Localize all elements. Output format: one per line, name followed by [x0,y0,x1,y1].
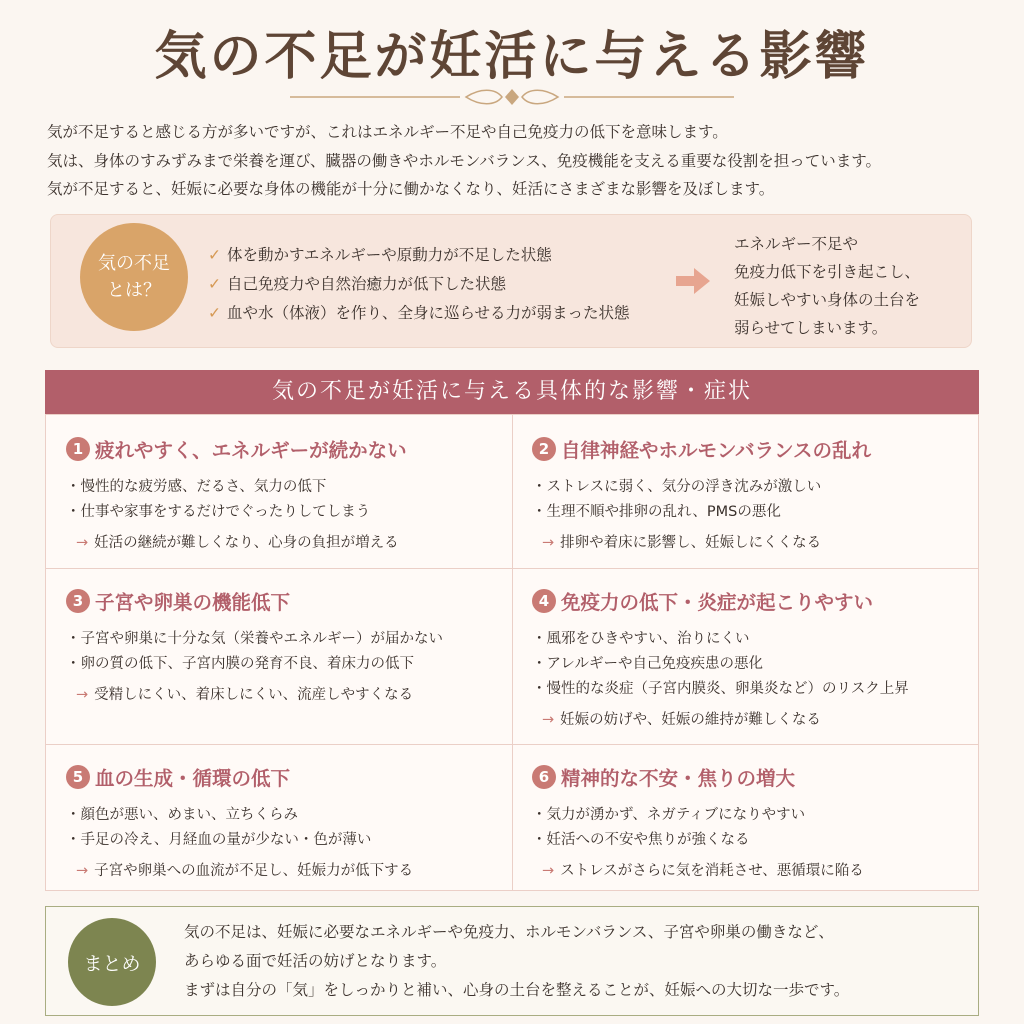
grid-divider [512,415,513,890]
summary-line: あらゆる面で妊活の妨げとなります。 [184,952,447,970]
number-badge: 5 [66,765,90,789]
check-icon: ✓ [208,246,221,264]
summary-text [184,918,849,1005]
effect-bullet: ・慢性的な炎症（子宮内膜炎、卵巣炎など）のリスク上昇 [532,681,909,697]
intro-line: 気は、身体のすみずみまで栄養を運び、臓器の働きやホルモンバランス、免疫機能を支える重要な役割を担っています。 [47,151,882,170]
check-icon: ✓ [208,275,221,293]
effect-title: 血の生成・循環の低下 [95,767,291,790]
summary-circle: まとめ [68,918,156,1006]
summary-line: 気の不足は、妊娠に必要なエネルギーや免疫力、ホルモンバランス、子宮や卵巣の働きなど、 [184,923,834,941]
effect-bullet: ・妊活への不安や焦りが強くなる [532,832,750,848]
effect-title: 免疫力の低下・炎症が起こりやすい [561,591,874,614]
effect-bullet: ・ストレスに弱く、気分の浮き沈みが激しい [532,479,822,495]
definition-circle-label: とは？ [107,280,161,301]
effect-title: 疲れやすく、エネルギーが続かない [95,439,407,462]
effects-grid [45,414,979,891]
effect-result: → 排卵や着床に影響し、妊娠しにくくなる [542,535,822,551]
number-badge: 6 [532,765,556,789]
arrow-icon: → [76,863,89,879]
definition-item: ✓ 自己免疫力や自然治癒力が低下した状態 [208,275,507,293]
definition-circle-label: 気の不足 [98,253,170,274]
effect-card [66,587,443,708]
effect-card [66,435,407,556]
effect-bullet: ・子宮や卵巣に十分な気（栄養やエネルギー）が届かない [66,631,443,647]
effect-card [532,587,909,733]
effect-bullet: ・手足の冷え、月経血の量が少ない・色が薄い [66,832,372,848]
number-badge: 1 [66,437,90,461]
intro-text [47,118,987,204]
arrow-icon: → [542,863,555,879]
effect-card [532,435,871,556]
arrow-icon: → [76,687,89,703]
effect-bullet: ・気力が湧かず、ネガティブになりやすい [532,807,806,823]
effect-title: 子宮や卵巣の機能低下 [95,591,291,614]
number-badge: 4 [532,589,556,613]
summary-line: まずは自分の「気」をしっかりと補い、心身の土台を整えることが、妊娠への大切な一歩です。 [184,981,850,999]
effect-result: → ストレスがさらに気を消耗させ、悪循環に陥る [542,863,864,879]
intro-line: 気が不足すると、妊娠に必要な身体の機能が十分に働かなくなり、妊活にさまざまな影響を及ぼします。 [47,180,775,198]
page-title: 気の不足が妊活に与える影響 [154,26,870,87]
effect-card [66,763,413,884]
number-badge: 2 [532,437,556,461]
effect-result: → 妊娠の妨げや、妊娠の維持が難しくなる [542,712,821,728]
effect-card [532,763,864,884]
grid-divider [46,744,978,745]
effect-title: 精神的な不安・焦りの増大 [561,767,796,790]
effect-result: → 受精しにくい、着床しにくい、流産しやすくなる [76,687,414,703]
intro-line: 気が不足すると感じる方が多いですが、これはエネルギー不足や自己免疫力の低下を意味します。 [47,123,728,141]
check-icon: ✓ [208,304,221,322]
effect-bullet: ・仕事や家事をするだけでぐったりしてしまう [66,504,371,520]
effect-bullet: ・卵の質の低下、子宮内膜の発育不良、着床力の低下 [66,656,414,672]
arrow-icon: → [542,712,555,728]
definition-item: ✓ 血や水（体液）を作り、全身に巡らせる力が弱まった状態 [208,304,630,322]
effect-bullet: ・生理不順や排卵の乱れ、PMSの悪化 [532,504,781,520]
section-banner: 気の不足が妊活に与える具体的な影響・症状 [45,370,979,414]
grid-divider [46,568,978,569]
arrow-icon: → [542,535,555,551]
definition-circle [80,223,188,331]
arrow-right-icon [676,266,712,296]
definition-item: ✓ 体を動かすエネルギーや原動力が不足した状態 [208,246,552,264]
effect-bullet: ・慢性的な疲労感、だるさ、気力の低下 [66,479,327,495]
effect-title: 自律神経やホルモンバランスの乱れ [561,439,872,462]
number-badge: 3 [66,589,90,613]
effect-result: → 妊活の継続が難しくなり、心身の負担が増える [76,535,399,551]
effect-bullet: ・顔色が悪い、めまい、立ちくらみ [66,807,298,823]
arrow-icon: → [76,535,89,551]
definition-list [208,241,630,328]
effect-bullet: ・風邪をひきやすい、治りにくい [532,631,750,647]
definition-result: エネルギー不足や 免疫力低下を引き起こし、 妊娠しやすい身体の土台を 弱らせてしまいます。 [734,235,921,337]
effect-bullet: ・アレルギーや自己免疫疾患の悪化 [532,656,764,672]
title-ornament-divider [290,86,734,108]
effect-result: → 子宮や卵巣への血流が不足し、妊娠力が低下する [76,863,414,879]
